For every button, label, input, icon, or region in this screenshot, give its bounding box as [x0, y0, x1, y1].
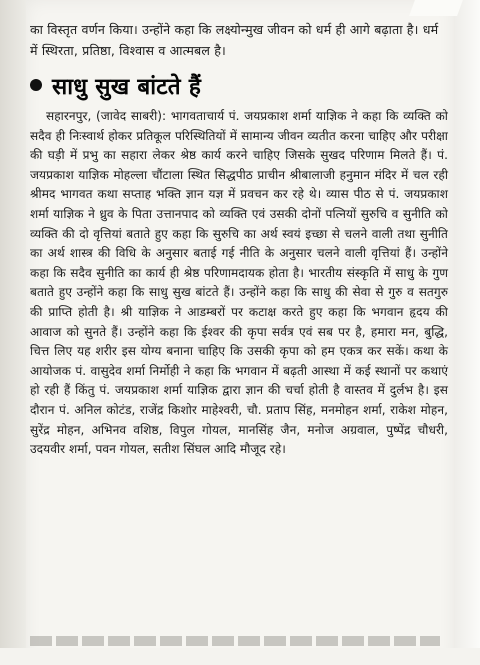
article-column: [30, 20, 448, 460]
article-body: [30, 107, 448, 460]
bullet-icon: [30, 79, 42, 91]
torn-corner: [409, 0, 463, 16]
cut-off-next-headline: [30, 636, 440, 646]
previous-article-tail: का विस्तृत वर्णन किया। उन्होंने कहा कि लक्ष्योन्मुख जीवन को धर्म ही आगे बढ़ाता है। धर्म में स्थिरता, प्रतिष्ठा, विश्वास व आत्मबल है।: [30, 22, 439, 58]
page-edge: [454, 0, 480, 665]
article-heading: [30, 70, 448, 100]
page-bottom-margin: [0, 648, 480, 665]
article-dateline: सहारनपुर, (जावेद साबरी):: [46, 109, 167, 123]
article-headline: साधु सुख बांटते हैं: [52, 73, 201, 100]
page-gutter: [0, 0, 26, 665]
article-text: भागवताचार्य पं. जयप्रकाश शर्मा याज्ञिक ने कहा कि व्यक्ति को सदैव ही निःस्वार्थ होकर प्रतिकूल परिस्थितियों में सामान्य जीवन व्यतीत करना चाहिए और परीक्षा की घड़ी में प्रभु का सहारा लेकर श्रेष्ठ कार्य करने चाहिए जिसके सुखद परिणाम मिलते हैं। पं. जयप्रकाश याज्ञिक मोहल्ला चौंटाला स्थित सिद्धपीठ प्राचीन श्रीबालाजी हनुमान मंदिर में चल रही श्रीमद भागवत कथा सप्ताह भक्ति ज्ञान यज्ञ में प्रवचन कर रहे थे। व्यास पीठ से पं. जयप्रकाश शर्मा याज्ञिक ने ध्रुव के पिता उत्तानपाद को व्यक्ति एवं उसकी दोनों पत्नियों सुरुचि व सुनीति को व्यक्ति की दो वृत्तियां बताते हुए कहा कि सुरुचि का अर्थ स्वयं इच्छा से चलने वाली तथा सुनीति का अर्थ शास्त्र की विधि के अनुसार बताई गई नीति के अनुसार चलने वाली वृत्तियां हैं। उन्होंने कहा कि सदैव सुनीति का कार्य ही श्रेष्ठ परिणामदायक होता है। भारतीय संस्कृति में साधु के गुण बताते हुए उन्होंने कहा कि साधु सुख बांटते हैं। उन्होंने कहा कि साधु की सेवा से गुरु व सतगुरु की प्राप्ति होती है। श्री याज्ञिक ने आडम्बरों पर कटाक्ष करते हुए कहा कि भगवान हृदय की आवाज को सुनते हैं। उन्होंने कहा कि ईश्वर की कृपा सर्वत्र एवं सब पर है, हमारा मन, बुद्धि, चित्त लिए यह शरीर इस योग्य बनाना चाहिए कि उसकी कृपा को हम एकत्र कर सकें। कथा के आयोजक पं. वासुदेव शर्मा निर्मोही ने कहा कि भगवान में बढ़ती आस्था में कई स्थानों पर कथाएं हो रही हैं किंतु पं. जयप्रकाश शर्मा याज्ञिक द्वारा ज्ञान की चर्चा होती है वास्तव में दुर्लभ है। इस दौरान पं. अनिल कोटंड, राजेंद्र किशोर माहेश्वरी, चौ. प्रताप सिंह, मनमोहन शर्मा, राकेश मोहन, सुरेंद्र मोहन, अभिनव वशिष्ठ, विपुल गोयल, मानसिंह जैन, मनोज अग्रवाल, पुष्पेंद्र चौधरी, उदयवीर शर्मा, पवन गोयल, सतीश सिंघल आदि मौजूद रहे।: [30, 109, 448, 457]
